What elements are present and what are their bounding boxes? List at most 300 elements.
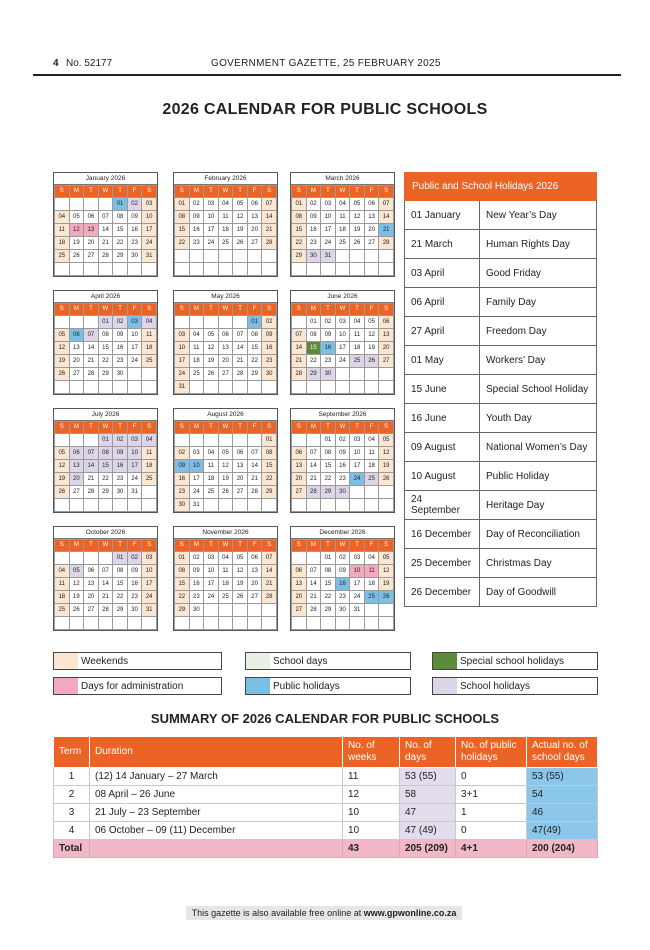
day-cell: 13 [69,460,84,473]
legend-swatch [246,653,270,669]
holiday-name: Freedom Day [480,317,597,346]
day-cell: 30 [335,486,350,499]
weekday-header: S [142,540,157,552]
day-cell: 08 [292,211,307,224]
legend-item [432,677,598,695]
summary-row [54,804,598,822]
day-cell: 16 [113,342,128,355]
day-cell: 20 [233,473,248,486]
day-cell [127,617,142,630]
day-cell [189,434,204,447]
day-cell: 26 [350,237,365,250]
day-cell: 27 [379,355,394,368]
summary-cell: 21 July – 23 September [90,804,343,822]
month-title: May 2026 [174,291,277,303]
holiday-date: 25 December [405,549,480,578]
weekday-header: T [233,304,248,316]
day-cell: 20 [69,355,84,368]
weekday-header: T [233,540,248,552]
weekday-header: S [142,186,157,198]
day-cell: 27 [84,604,99,617]
holiday-name: Christmas Day [480,549,597,578]
weekday-header: T [84,540,99,552]
day-cell: 03 [142,198,157,211]
holiday-row [405,491,597,520]
holiday-date: 06 April [405,288,480,317]
day-cell: 25 [189,368,204,381]
weekday-header: T [204,186,219,198]
day-cell: 08 [321,447,336,460]
weekday-header: T [321,422,336,434]
day-cell: 24 [127,355,142,368]
day-cell: 25 [142,473,157,486]
day-cell: 09 [127,211,142,224]
day-cell: 28 [306,604,321,617]
day-cell: 01 [175,198,190,211]
day-cell [69,198,84,211]
legend-label: School holidays [460,681,531,692]
day-cell: 09 [335,565,350,578]
holiday-date: 24 September [405,491,480,520]
day-cell: 17 [204,578,219,591]
legend-item [245,652,411,670]
day-cell: 24 [335,355,350,368]
day-cell: 02 [306,198,321,211]
day-cell: 05 [69,565,84,578]
summary-cell: 200 (204) [527,840,598,858]
day-cell: 13 [247,211,262,224]
legend-item [245,677,411,695]
day-cell [364,381,379,394]
day-cell: 12 [350,211,365,224]
day-cell: 08 [98,447,113,460]
day-cell [364,263,379,276]
gazette-number: No. 52177 [66,58,113,69]
day-cell: 23 [127,237,142,250]
day-cell: 28 [379,237,394,250]
day-cell: 02 [127,552,142,565]
holiday-row [405,549,597,578]
day-cell: 14 [98,578,113,591]
day-cell: 16 [306,224,321,237]
day-cell: 31 [142,250,157,263]
day-cell: 27 [364,237,379,250]
weekday-header: T [84,422,99,434]
holiday-name: Public Holiday [480,462,597,491]
day-cell: 20 [69,473,84,486]
weekday-header: T [84,304,99,316]
day-cell [98,198,113,211]
month-title: March 2026 [291,173,394,185]
holiday-name: Day of Reconciliation [480,520,597,549]
weekday-header: S [175,186,190,198]
summary-cell: 08 April – 26 June [90,786,343,804]
day-cell: 16 [335,460,350,473]
day-cell [233,316,248,329]
weekday-header: S [292,186,307,198]
summary-cell: 205 (209) [400,840,456,858]
day-cell: 10 [127,447,142,460]
day-cell [127,368,142,381]
day-cell: 09 [175,460,190,473]
holiday-name: Family Day [480,288,597,317]
day-cell: 02 [113,434,128,447]
day-cell: 13 [379,329,394,342]
weekday-header: S [379,540,394,552]
weekday-header: M [306,422,321,434]
summary-cell: 4 [54,822,90,840]
weekday-header: S [55,422,70,434]
day-cell: 22 [247,355,262,368]
day-cell: 11 [55,224,70,237]
day-cell: 20 [247,224,262,237]
weekday-header: M [69,304,84,316]
day-cell [84,552,99,565]
day-cell: 21 [233,355,248,368]
day-cell: 20 [84,237,99,250]
day-cell: 23 [262,355,277,368]
day-cell [379,486,394,499]
day-cell: 04 [364,552,379,565]
weekday-header: S [262,540,277,552]
day-cell [379,499,394,512]
day-cell: 23 [113,473,128,486]
day-cell [204,381,219,394]
day-cell: 09 [113,447,128,460]
month-calendar [173,408,278,513]
day-cell: 18 [364,460,379,473]
day-cell: 06 [84,211,99,224]
day-cell: 13 [218,342,233,355]
weekday-header: S [175,540,190,552]
day-cell [233,499,248,512]
day-cell [233,263,248,276]
summary-cell: 3+1 [456,786,527,804]
summary-cell: 47(49) [527,822,598,840]
weekday-header: F [364,540,379,552]
day-cell: 01 [98,434,113,447]
day-cell: 04 [204,447,219,460]
weekday-header: S [292,422,307,434]
summary-cell: 46 [527,804,598,822]
day-cell: 22 [113,237,128,250]
day-cell [55,617,70,630]
day-cell [233,434,248,447]
day-cell: 22 [175,237,190,250]
day-cell: 23 [175,486,190,499]
weekday-header: W [335,540,350,552]
holiday-row [405,346,597,375]
day-cell: 02 [189,198,204,211]
day-cell: 07 [306,565,321,578]
summary-row [54,768,598,786]
holiday-row [405,288,597,317]
holiday-date: 27 April [405,317,480,346]
day-cell: 27 [292,604,307,617]
day-cell [69,552,84,565]
day-cell: 29 [306,368,321,381]
legend-label: School days [273,656,328,667]
day-cell: 02 [189,552,204,565]
day-cell: 12 [233,211,248,224]
day-cell [55,381,70,394]
summary-cell: 58 [400,786,456,804]
footer-text: This gazette is also available free online at [191,908,364,918]
day-cell: 10 [335,329,350,342]
legend-swatch [433,653,457,669]
day-cell: 25 [142,355,157,368]
holiday-name: New Year’s Day [480,201,597,230]
day-cell [204,316,219,329]
weekday-header: M [69,422,84,434]
day-cell: 26 [379,591,394,604]
day-cell: 25 [364,591,379,604]
day-cell: 16 [321,342,336,355]
day-cell: 12 [233,565,248,578]
day-cell [292,617,307,630]
summary-cell: 2 [54,786,90,804]
day-cell [350,499,365,512]
day-cell: 30 [189,604,204,617]
holiday-name: Human Rights Day [480,230,597,259]
day-cell: 19 [55,473,70,486]
day-cell [98,499,113,512]
day-cell: 27 [69,486,84,499]
day-cell [233,250,248,263]
day-cell [364,499,379,512]
day-cell: 28 [98,604,113,617]
day-cell: 19 [350,224,365,237]
day-cell: 24 [142,237,157,250]
day-cell: 09 [335,447,350,460]
month-title: February 2026 [174,173,277,185]
day-cell [364,368,379,381]
day-cell: 29 [175,604,190,617]
day-cell: 28 [262,591,277,604]
holiday-row [405,317,597,346]
day-cell: 27 [247,591,262,604]
day-cell [55,499,70,512]
legend-item [432,652,598,670]
summary-title: SUMMARY OF 2026 CALENDAR FOR PUBLIC SCHOOLS [150,711,500,726]
day-cell: 08 [247,329,262,342]
day-cell [189,617,204,630]
holiday-row [405,520,597,549]
day-cell: 11 [218,565,233,578]
day-cell: 26 [233,237,248,250]
weekday-header: M [306,540,321,552]
day-cell: 17 [142,224,157,237]
day-cell: 06 [69,329,84,342]
day-cell: 25 [350,355,365,368]
weekday-header: W [98,186,113,198]
day-cell [113,263,128,276]
weekday-header: T [113,540,128,552]
day-cell: 15 [292,224,307,237]
day-cell [55,552,70,565]
summary-cell: 53 (55) [400,768,456,786]
day-cell: 23 [189,237,204,250]
day-cell: 29 [98,368,113,381]
day-cell [113,381,128,394]
day-cell: 02 [335,552,350,565]
day-cell [84,263,99,276]
day-cell [69,381,84,394]
day-cell [218,499,233,512]
day-cell: 10 [127,329,142,342]
summary-header: Duration [90,737,343,768]
day-cell: 07 [379,198,394,211]
day-cell [321,263,336,276]
day-cell: 26 [55,368,70,381]
day-cell: 30 [113,486,128,499]
month-title: September 2026 [291,409,394,421]
summary-cell: (12) 14 January – 27 March [90,768,343,786]
day-cell: 30 [306,250,321,263]
day-cell: 29 [321,486,336,499]
day-cell [335,250,350,263]
page-title: 2026 CALENDAR FOR PUBLIC SCHOOLS [162,101,488,118]
day-cell: 22 [262,473,277,486]
day-cell [113,617,128,630]
day-cell: 18 [189,355,204,368]
day-cell: 18 [55,591,70,604]
day-cell: 12 [55,460,70,473]
day-cell [218,434,233,447]
weekday-header: S [379,304,394,316]
day-cell: 21 [84,355,99,368]
day-cell: 28 [84,486,99,499]
day-cell: 31 [189,499,204,512]
day-cell: 25 [364,473,379,486]
holiday-date: 15 June [405,375,480,404]
weekday-header: W [335,304,350,316]
day-cell: 29 [98,486,113,499]
day-cell: 21 [247,473,262,486]
weekday-header: M [69,186,84,198]
day-cell: 18 [218,224,233,237]
weekday-header: T [321,186,336,198]
weekday-header: M [306,186,321,198]
day-cell: 03 [204,552,219,565]
day-cell: 05 [233,552,248,565]
day-cell: 08 [113,211,128,224]
day-cell: 16 [189,578,204,591]
day-cell: 06 [247,198,262,211]
holiday-date: 16 June [405,404,480,433]
day-cell: 24 [204,237,219,250]
day-cell: 05 [55,447,70,460]
day-cell: 04 [364,434,379,447]
summary-header: No. of public holidays [456,737,527,768]
day-cell: 28 [247,486,262,499]
day-cell: 04 [218,552,233,565]
day-cell: 15 [113,578,128,591]
day-cell: 19 [364,342,379,355]
summary-cell: 4+1 [456,840,527,858]
day-cell [204,434,219,447]
day-cell: 14 [84,342,99,355]
day-cell: 29 [321,604,336,617]
day-cell [127,381,142,394]
weekday-header: T [113,422,128,434]
day-cell: 23 [321,355,336,368]
day-cell: 15 [306,342,321,355]
day-cell: 06 [364,198,379,211]
day-cell: 30 [113,368,128,381]
day-cell: 10 [321,211,336,224]
day-cell [142,617,157,630]
day-cell [175,617,190,630]
summary-cell: 11 [343,768,400,786]
day-cell: 17 [189,473,204,486]
day-cell [98,263,113,276]
legend-label: Days for administration [81,681,184,692]
day-cell [204,263,219,276]
day-cell: 20 [292,473,307,486]
day-cell [98,617,113,630]
day-cell: 07 [98,211,113,224]
weekday-header: F [247,540,262,552]
day-cell: 16 [113,460,128,473]
summary-cell: 10 [343,822,400,840]
day-cell [98,552,113,565]
day-cell: 01 [247,316,262,329]
day-cell: 25 [218,237,233,250]
day-cell: 17 [321,224,336,237]
day-cell: 12 [218,460,233,473]
weekday-header: S [379,422,394,434]
month-calendar [173,290,278,395]
day-cell [335,617,350,630]
day-cell: 08 [262,447,277,460]
day-cell: 05 [379,552,394,565]
day-cell: 19 [379,578,394,591]
day-cell: 12 [55,342,70,355]
month-calendar [173,526,278,631]
day-cell: 20 [84,591,99,604]
day-cell: 26 [364,355,379,368]
month-calendar [53,526,158,631]
day-cell: 06 [247,552,262,565]
day-cell: 27 [292,486,307,499]
legend-label: Special school holidays [460,656,564,667]
day-cell: 23 [127,591,142,604]
day-cell [142,486,157,499]
day-cell: 10 [189,460,204,473]
day-cell: 12 [379,447,394,460]
footer-link[interactable]: www.gpwonline.co.za [363,908,457,918]
day-cell: 24 [175,368,190,381]
day-cell [84,198,99,211]
day-cell [204,617,219,630]
month-title: December 2026 [291,527,394,539]
day-cell: 19 [204,355,219,368]
day-cell: 13 [292,460,307,473]
day-cell: 25 [55,604,70,617]
day-cell: 21 [379,224,394,237]
day-cell: 05 [218,447,233,460]
day-cell: 05 [364,316,379,329]
day-cell: 21 [98,591,113,604]
day-cell [69,617,84,630]
day-cell [292,499,307,512]
day-cell: 21 [84,473,99,486]
weekday-header: S [292,304,307,316]
summary-table [53,736,598,858]
day-cell [142,368,157,381]
day-cell [292,316,307,329]
